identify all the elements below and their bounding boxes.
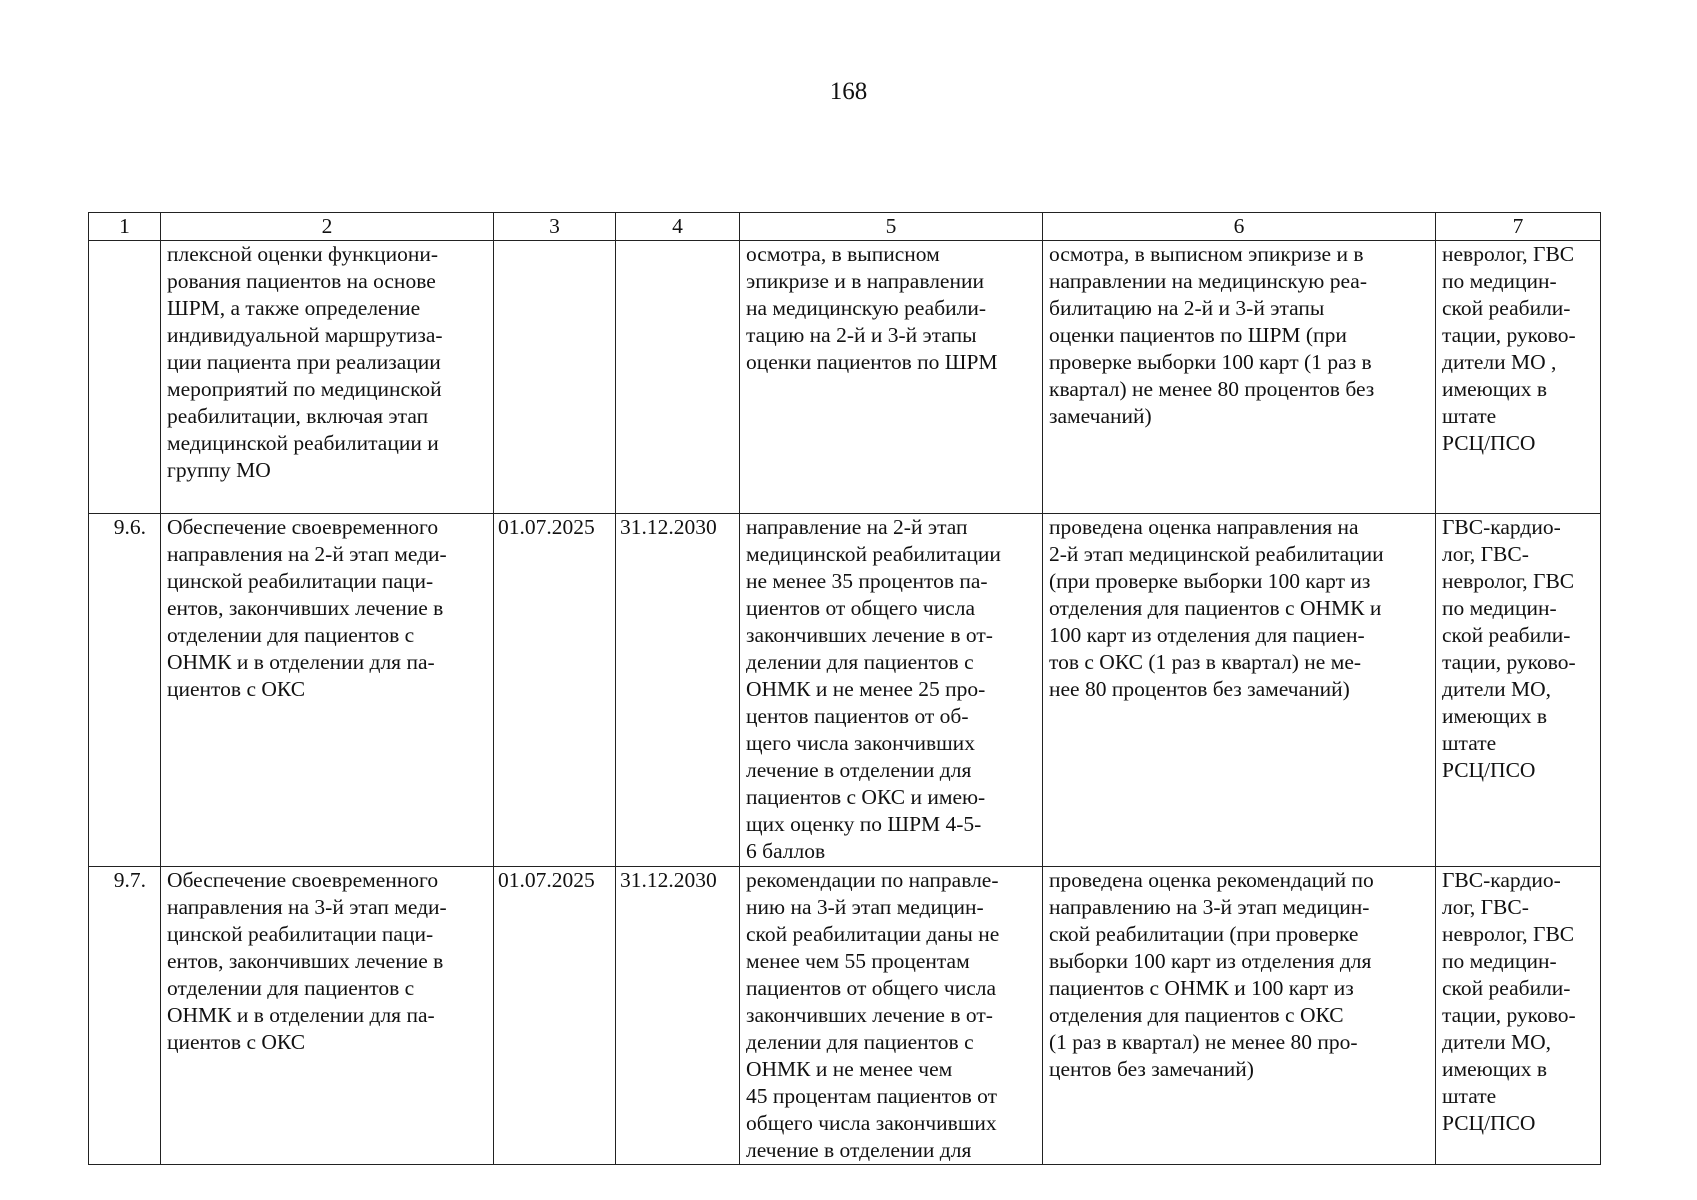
table-row [89,241,1601,514]
text-line: центов пациентов от об- [746,704,969,728]
text-line: РСЦ/ПСО [1442,431,1536,455]
text-line: реабилитации, включая этап [167,404,429,428]
text-line: тации, руково- [1442,1003,1576,1027]
text-line: ГВС-кардио- [1442,515,1561,539]
text-line: отделения для пациентов с ОНМК и [1049,596,1382,620]
text-line: нию на 3-й этап медицин- [746,895,984,919]
text-line: пациентов от общего числа [746,976,997,1000]
text-line: щих оценку по ШРМ 4-5- [746,812,982,836]
text-line: замечаний) [1049,404,1152,428]
text-line: ОНМК и не менее чем [746,1057,953,1081]
text-line: РСЦ/ПСО [1442,1111,1536,1135]
text-line: делении для пациентов с [746,650,974,674]
text-line: проверке выборки 100 карт (1 раз в [1049,350,1372,374]
text-line: ской реабили- [1442,296,1571,320]
text-line: Обеспечение своевременного [167,868,439,892]
table-row [89,514,1601,867]
text-line: ской реабили- [1442,623,1571,647]
text-line: делении для пациентов с [746,1030,974,1054]
text-line: по медицин- [1442,269,1557,293]
column-number: 6 [1043,213,1436,241]
text-line: квартал) не менее 80 процентов без [1049,377,1375,401]
text-line: нее 80 процентов без замечаний) [1049,677,1350,701]
text-line: пациентов с ОНМК и 100 карт из [1049,976,1354,1000]
text-line: закончивших лечение в от- [746,623,993,647]
text-line: ентов, закончивших лечение в [167,596,444,620]
item-number [89,241,161,514]
text-line: штате [1442,731,1497,755]
start-date [494,241,616,514]
text-line: по медицин- [1442,596,1557,620]
text-line: ОНМК и в отделении для па- [167,650,435,674]
start-date: 01.07.2025 [494,867,616,1165]
text-line: штате [1442,1084,1497,1108]
text-line: лечение в отделении для [746,1138,972,1162]
expected-result [740,867,1043,1165]
text-line: оценки пациентов по ШРМ (при [1049,323,1347,347]
measure-description [161,241,494,514]
responsible-persons [1436,867,1601,1165]
text-line: тации, руково- [1442,323,1576,347]
start-date: 01.07.2025 [494,514,616,867]
text-line: лог, ГВС- [1442,542,1529,566]
text-line: ской реабили- [1442,976,1571,1000]
end-date: 31.12.2030 [616,514,740,867]
text-line: штате [1442,404,1497,428]
text-line: выборки 100 карт из отделения для [1049,949,1372,973]
text-line: направлении на медицинскую реа- [1049,269,1367,293]
text-line: ГВС-кардио- [1442,868,1561,892]
text-line: дители МО , [1442,350,1557,374]
text-line: ШРМ, а также определение [167,296,421,320]
text-line: ской реабилитации (при проверке [1049,922,1359,946]
text-line: направление на 2-й этап [746,515,968,539]
text-line: отделении для пациентов с [167,623,415,647]
text-line: тацию на 2-й и 3-й этапы [746,323,977,347]
text-line: невролог, ГВС [1442,569,1575,593]
text-line: РСЦ/ПСО [1442,758,1536,782]
column-number-row [89,213,1601,241]
text-line: невролог, ГВС [1442,922,1575,946]
measure-description [161,867,494,1165]
responsible-persons [1436,241,1601,514]
text-line: 100 карт из отделения для пациен- [1049,623,1365,647]
column-number: 5 [740,213,1043,241]
text-line: менее чем 55 процентам [746,949,970,973]
text-line: Обеспечение своевременного [167,515,439,539]
text-line: имеющих в [1442,1057,1548,1081]
text-line: пациентов с ОКС и имею- [746,785,986,809]
measure-description [161,514,494,867]
text-line: ентов, закончивших лечение в [167,949,444,973]
text-line: осмотра, в выписном эпикризе и в [1049,242,1364,266]
expected-result [740,241,1043,514]
text-line: билитацию на 2-й и 3-й этапы [1049,296,1325,320]
text-line: отделении для пациентов с [167,976,415,1000]
page-number: 168 [829,78,868,105]
text-line: осмотра, в выписном [746,242,940,266]
control-indicator [1043,241,1436,514]
text-line: медицинской реабилитации [746,542,1001,566]
text-line: эпикризе и в направлении [746,269,984,293]
column-number: 2 [161,213,494,241]
text-line: на медицинскую реабили- [746,296,987,320]
text-line: мероприятий по медицинской [167,377,442,401]
expected-result [740,514,1043,867]
text-line: не менее 35 процентов па- [746,569,988,593]
text-line: невролог, ГВС [1442,242,1575,266]
text-line: ской реабилитации даны не [746,922,1000,946]
text-line: медицинской реабилитации и [167,431,439,455]
text-line: дители МО, [1442,677,1552,701]
item-number: 9.6. [89,514,161,867]
text-line: цинской реабилитации паци- [167,922,434,946]
text-line: дители МО, [1442,1030,1552,1054]
text-line: лог, ГВС- [1442,895,1529,919]
text-line: оценки пациентов по ШРМ [746,350,998,374]
column-number: 7 [1436,213,1601,241]
text-line: щего числа закончивших [746,731,975,755]
text-line: группу МО [167,458,271,482]
text-line: 6 баллов [746,839,826,863]
end-date [616,241,740,514]
column-number: 3 [494,213,616,241]
text-line: (при проверке выборки 100 карт из [1049,569,1371,593]
column-number: 4 [616,213,740,241]
text-line: по медицин- [1442,949,1557,973]
text-line: 2-й этап медицинской реабилитации [1049,542,1384,566]
end-date: 31.12.2030 [616,867,740,1165]
table-row [89,867,1601,1165]
text-line: ции пациента при реализации [167,350,441,374]
text-line: закончивших лечение в от- [746,1003,993,1027]
text-line: ОНМК и не менее 25 про- [746,677,986,701]
text-line: циентов с ОКС [167,677,306,701]
text-line: рекомендации по направле- [746,868,999,892]
text-line: направления на 3-й этап меди- [167,895,447,919]
text-line: цинской реабилитации паци- [167,569,434,593]
item-number: 9.7. [89,867,161,1165]
control-indicator [1043,514,1436,867]
text-line: рования пациентов на основе [167,269,436,293]
text-line: индивидуальной маршрутиза- [167,323,443,347]
text-line: 45 процентам пациентов от [746,1084,997,1108]
text-line: отделения для пациентов с ОКС [1049,1003,1344,1027]
text-line: имеющих в [1442,377,1548,401]
text-line: тации, руково- [1442,650,1576,674]
text-line: тов с ОКС (1 раз в квартал) не ме- [1049,650,1362,674]
plan-table [88,212,1601,1165]
text-line: ОНМК и в отделении для па- [167,1003,435,1027]
text-line: направлению на 3-й этап медицин- [1049,895,1370,919]
text-line: плексной оценки функциони- [167,242,439,266]
text-line: направления на 2-й этап меди- [167,542,447,566]
text-line: имеющих в [1442,704,1548,728]
text-line: лечение в отделении для [746,758,972,782]
text-line: циентов от общего числа [746,596,976,620]
text-line: проведена оценка направления на [1049,515,1359,539]
text-line: (1 раз в квартал) не менее 80 про- [1049,1030,1358,1054]
control-indicator [1043,867,1436,1165]
responsible-persons [1436,514,1601,867]
text-line: центов без замечаний) [1049,1057,1254,1081]
text-line: проведена оценка рекомендаций по [1049,868,1374,892]
column-number: 1 [89,213,161,241]
text-line: циентов с ОКС [167,1030,306,1054]
text-line: общего числа закончивших [746,1111,997,1135]
